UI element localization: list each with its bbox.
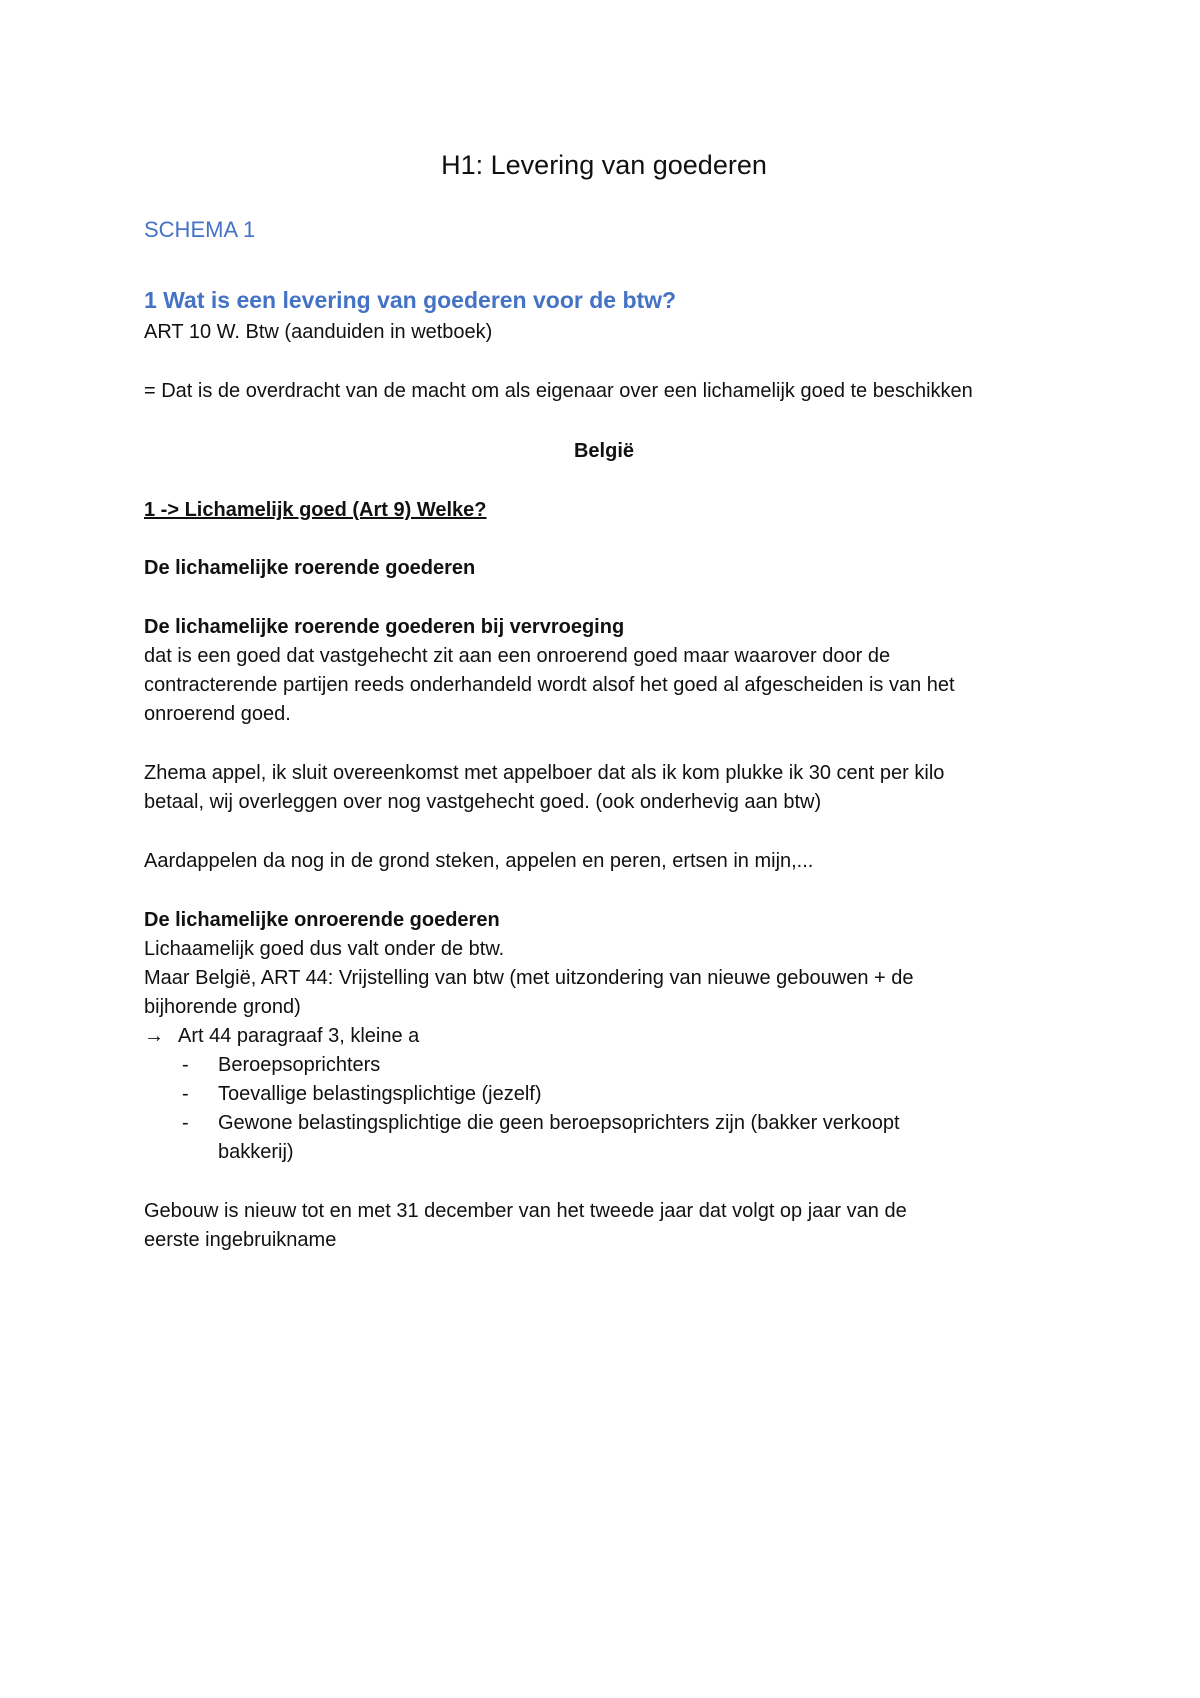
list-item [182,1109,1062,1167]
vervroeging-line: contracterende partijen reeds onderhandeld wordt alsof het goed al afgescheiden is van het [144,674,955,696]
page-title: H1: Levering van goederen [441,150,767,180]
country-label: België [573,440,635,462]
gebouw-line: Gebouw is nieuw tot en met 31 december van het tweede jaar dat volgt op jaar van de [144,1200,907,1222]
vervroeging-line: dat is een goed dat vastgehecht zit aan een onroerend goed maar waarover door de [144,645,891,667]
definition-text: = Dat is de overdracht van de macht om als eigenaar over een lichamelijk goed te beschikken [144,380,973,402]
section-heading: 1 Wat is een levering van goederen voor de btw? [144,287,677,313]
onroerend-heading: De lichamelijke onroerende goederen [144,909,500,931]
onroerend-line: bijhorende grond) [144,996,301,1018]
list-item [182,1051,1062,1080]
dash-bullet-icon: - [182,1112,189,1134]
dash-bullet-icon: - [182,1083,189,1105]
gebouw-line: eerste ingebruikname [144,1229,337,1251]
dash-bullet-icon: - [182,1054,189,1076]
onroerend-line: Maar België, ART 44: Vrijstelling van btw (met uitzondering van nieuwe gebouwen + de [144,967,914,989]
subheading-lichamelijk-goed: 1 -> Lichamelijk goed (Art 9) Welke? [144,499,487,521]
arrow-item-text: Art 44 paragraaf 3, kleine a [178,1025,420,1047]
list-item-text: Beroepsoprichters [218,1054,381,1076]
example-line: betaal, wij overleggen over nog vastgehecht goed. (ook onderhevig aan btw) [144,791,822,813]
arrow-right-icon: → [144,1025,164,1047]
onroerend-line: Lichaamelijk goed dus valt onder de btw. [144,938,505,960]
vervroeging-heading: De lichamelijke roerende goederen bij vervroeging [144,616,625,638]
schema-label: SCHEMA 1 [144,217,256,242]
arrow-item [144,1022,419,1051]
vervroeging-line: onroerend goed. [144,703,291,725]
list-item [182,1080,1062,1109]
list-item-text-continued: bakkerij) [218,1141,294,1163]
article-reference: ART 10 W. Btw (aanduiden in wetboek) [144,321,493,343]
list-item-text: Gewone belastingsplichtige die geen beroepsoprichters zijn (bakker verkoopt [218,1112,900,1134]
roerend-heading: De lichamelijke roerende goederen [144,557,476,579]
exception-list [182,1051,1062,1167]
example-line: Zhema appel, ik sluit overeenkomst met appelboer dat als ik kom plukke ik 30 cent per kilo [144,762,945,784]
aardappelen-text: Aardappelen da nog in de grond steken, appelen en peren, ertsen in mijn,... [144,850,814,872]
list-item-text: Toevallige belastingsplichtige (jezelf) [218,1083,542,1105]
